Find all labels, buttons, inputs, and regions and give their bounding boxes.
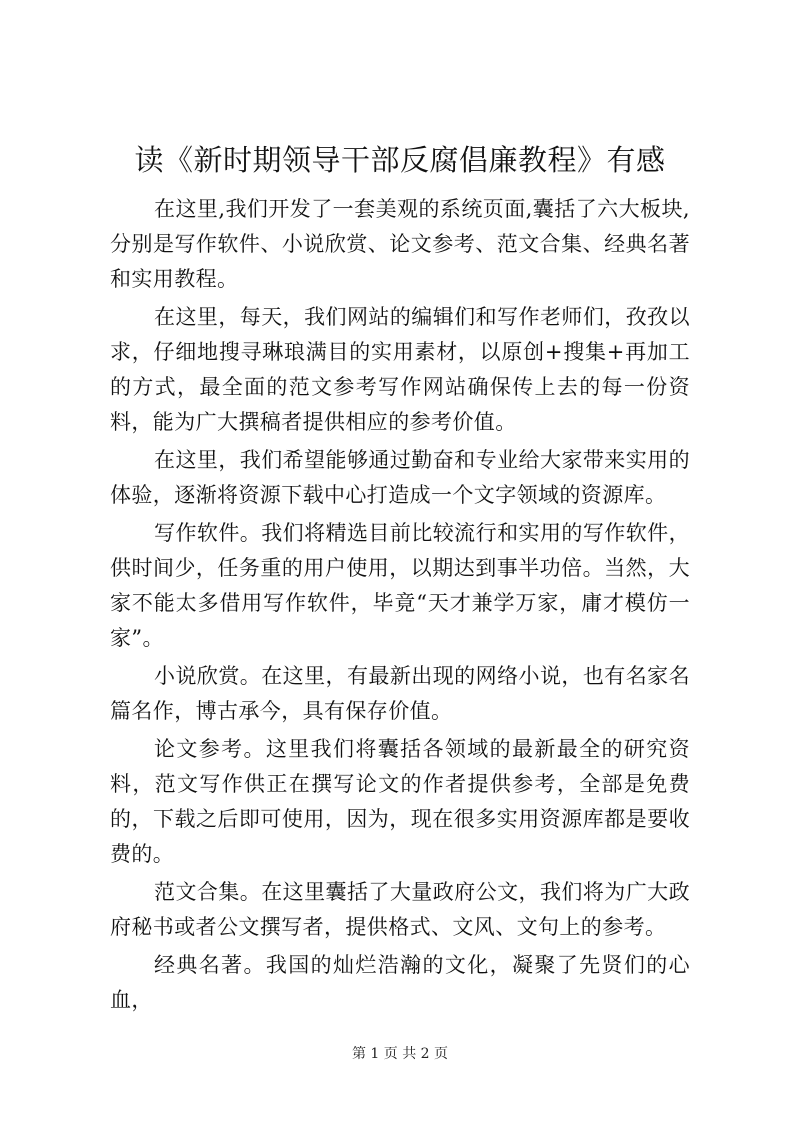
paragraph: 写作软件。我们将精选目前比较流行和实用的写作软件，供时间少，任务重的用户使用，以期达到事半功倍。当然，大家不能太多借用写作软件，毕竟“天才兼学万家，庸才模仿一家”。 [110,521,690,650]
document-body [110,192,690,1021]
paragraph: 经典名著。我国的灿烂浩瀚的文化，凝聚了先贤们的心血， [110,953,690,1012]
paragraph: 论文参考。这里我们将囊括各领域的最新最全的研究资料，范文写作供正在撰写论文的作者提供参考，全部是免费的，下载之后即可使用，因为，现在很多实用资源库都是要收费的。 [110,737,690,866]
paragraph: 在这里,我们开发了一套美观的系统页面,囊括了六大板块,分别是写作软件、小说欣赏、论文参考、范文合集、经典名著和实用教程。 [110,197,690,291]
paragraph: 在这里，每天，我们网站的编辑们和写作老师们，孜孜以求，仔细地搜寻琳琅满目的实用素材，以原创+搜集+再加工的方式，最全面的范文参考写作网站确保传上去的每一份资料，能为广大撰稿者提供相应的参考价值。 [110,305,690,434]
paragraph: 在这里，我们希望能够通过勤奋和专业给大家带来实用的体验，逐渐将资源下载中心打造成一个文字领域的资源库。 [110,448,690,507]
paragraph: 范文合集。在这里囊括了大量政府公文，我们将为广大政府秘书或者公文撰写者，提供格式、文风、文句上的参考。 [110,880,690,939]
page-number-footer: 第 1 页 共 2 页 [351,1046,449,1062]
paragraph: 小说欣赏。在这里，有最新出现的网络小说，也有名家名篇名作，博古承今，具有保存价值。 [110,664,690,723]
document-title: 读《新时期领导干部反腐倡廉教程》有感 [134,143,666,177]
